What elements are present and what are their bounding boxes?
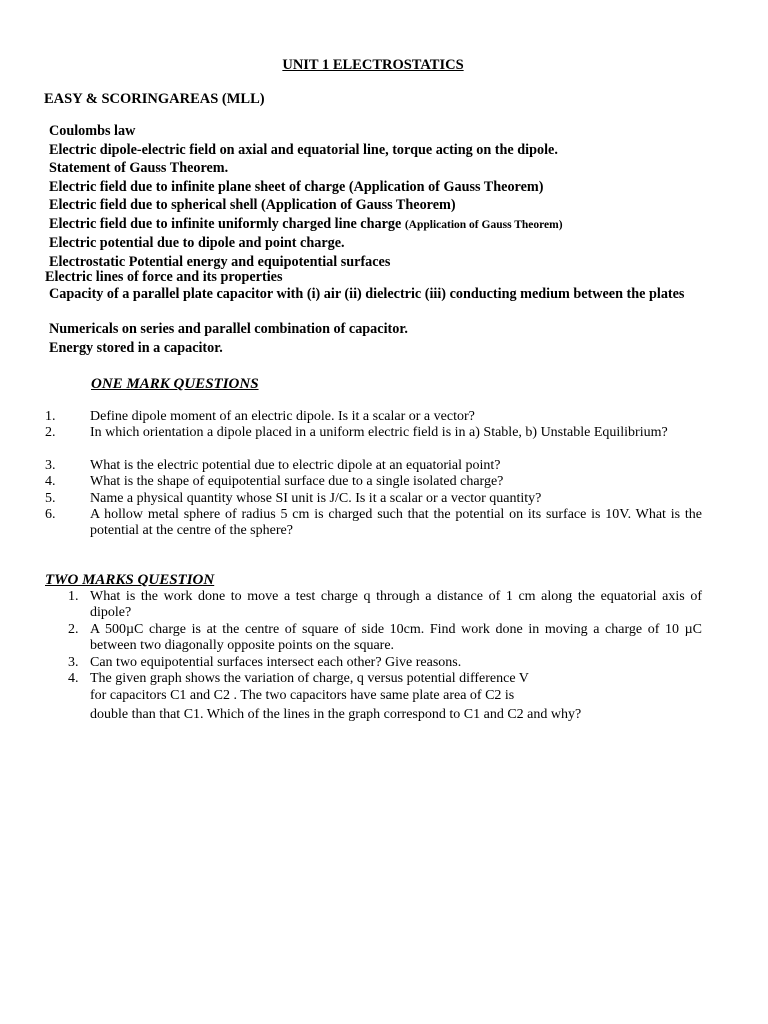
question-text: What is the work done to move a test charge q through a distance of 1 cm along the equatorial axis of dipole? [90,589,702,620]
question-number: 2. [68,622,79,637]
topic-item: Electric field due to infinite plane sheet of charge (Application of Gauss Theorem) [49,179,544,195]
question-number: 1. [68,589,79,604]
question-text: Name a physical quantity whose SI unit is J/C. Is it a scalar or a vector quantity? [90,491,542,506]
topic-item: Electric potential due to dipole and point charge. [49,235,345,251]
topic-item: Coulombs law [49,123,136,139]
topic-item: Numericals on series and parallel combination of capacitor. [49,321,408,337]
question-text-continued: for capacitors C1 and C2 . The two capacitors have same plate area of C2 is [90,688,515,703]
question-text: What is the shape of equipotential surface due to a single isolated charge? [90,474,504,489]
question-text: In which orientation a dipole placed in a uniform electric field is in a) Stable, b) Unstable Equilibrium? [90,425,668,440]
question-text: Can two equipotential surfaces intersect each other? Give reasons. [90,655,462,670]
question-number: 4. [68,671,79,686]
question-number: 5. [45,491,56,506]
question-number: 6. [45,507,56,522]
question-number: 1. [45,409,56,424]
topic-item: Energy stored in a capacitor. [49,340,223,356]
topic-item: Electric dipole-electric field on axial and equatorial line, torque acting on the dipole. [49,142,558,158]
question-number: 3. [45,458,56,473]
topic-item: Electric lines of force and its properties [45,269,283,285]
question-text: A hollow metal sphere of radius 5 cm is charged such that the potential on its surface is 10V. What is the potential at the centre of the sphere? [90,507,702,538]
topic-item: Statement of Gauss Theorem. [49,160,229,176]
question-text-continued: double than that C1. Which of the lines in the graph correspond to C1 and C2 and why? [90,707,582,722]
question-text: The given graph shows the variation of charge, q versus potential difference V [90,671,529,686]
question-number: 4. [45,474,56,489]
question-text: Define dipole moment of an electric dipole. Is it a scalar or a vector? [90,409,475,424]
topic-item: Electric field due to spherical shell (Application of Gauss Theorem) [49,197,456,213]
two-marks-heading: TWO MARKS QUESTION [45,572,215,588]
easy-areas-heading: EASY & SCORINGAREAS (MLL) [44,91,265,107]
topic-item: Capacity of a parallel plate capacitor with (i) air (ii) dielectric (iii) conducting medium between the plates [49,286,685,302]
question-text: What is the electric potential due to electric dipole at an equatorial point? [90,458,501,473]
one-mark-heading: ONE MARK QUESTIONS [91,376,259,392]
page-title: UNIT 1 ELECTROSTATICS [282,57,464,73]
topic-item: Electrostatic Potential energy and equipotential surfaces [49,254,391,270]
question-number: 3. [68,655,79,670]
topic-item: Electric field due to infinite uniformly charged line charge (Application of Gauss Theorem) [49,216,563,232]
question-number: 2. [45,425,56,440]
question-text: A 500µC charge is at the centre of square of side 10cm. Find work done in moving a charge of 10 µC between two diagonally opposite points on the square. [90,622,702,653]
